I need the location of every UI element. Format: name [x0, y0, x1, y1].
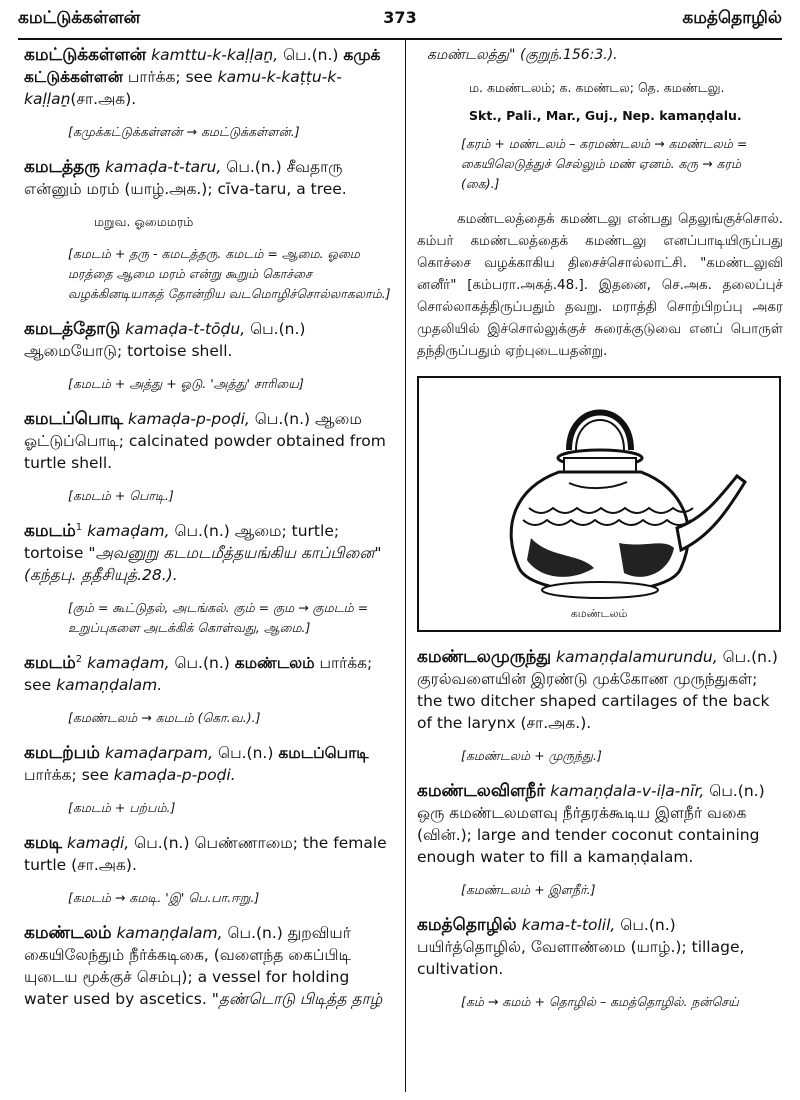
entry	[24, 156, 396, 200]
transliteration: kamaḍi,	[67, 834, 130, 852]
header-left-guide-word: கமட்டுக்கள்ளன்	[18, 8, 141, 28]
entry	[24, 520, 396, 586]
definition: குரல்வளையின் இரண்டு முக்கோண முருந்துகள்; the two ditcher shaped cartilages of the back of the larynx (சா.அக.).	[417, 670, 770, 732]
column-divider	[405, 40, 406, 1092]
transliteration: kamaḍarpam,	[104, 744, 214, 762]
transliteration: kamaṇḍala-v-iḷa-nīr,	[550, 782, 705, 800]
left-column	[24, 44, 396, 1094]
source: (சா.அக).	[70, 90, 137, 108]
grammar: பெ.(n.)	[250, 320, 306, 338]
grammar: பெ.(n.)	[174, 522, 230, 540]
etymology: [கமடம் + தரு - கமடத்தரு. கமடம் = ஆமை. ஓமை மரத்தை ஆமை மரம் என்று கூறும் கொச்சை வழக்கினடியாகத் தோன்றிய வடமொழிச்சொல்லாகலாம்.]	[68, 246, 391, 301]
headword: கமடம்	[24, 521, 76, 541]
grammar: பெ.(n.)	[226, 158, 282, 176]
quotation: "தண்டொடு பிடித்த தாழ்	[211, 990, 383, 1008]
entry	[24, 318, 396, 362]
definition: ஆமை ஓட்டுப்பொடி; calcinated powder obtained from turtle shell.	[24, 410, 386, 472]
entry	[417, 646, 783, 734]
etymology: [கமடம் → கமடி. 'இ' பெ.பா.ஈறு.]	[68, 890, 260, 905]
cross-ref-transliteration: kamaṇḍalam.	[56, 676, 163, 694]
quotation-continued	[417, 44, 783, 66]
synonym: மறுவ. ஓமைமரம்	[94, 214, 194, 229]
definition: ஆமை; turtle; tortoise	[24, 522, 340, 562]
transliteration: kamaḍa-t-taru,	[104, 158, 222, 176]
cognates-dravidian: ம. கமண்டலம்; க. கமண்டல; தெ. கமண்டலு.	[469, 80, 725, 95]
definition: ஒரு கமண்டலமளவு நீர்தரக்கூடிய இளநீர் வகை (வின்.); large and tender coconut containing enough water to fill a kamaṇḍalam.	[417, 804, 760, 866]
headword: கமண்டலவிளநீர்	[417, 781, 546, 801]
etymology: [கமண்டலம் → கமடம் (கொ.வ.).]	[68, 710, 261, 725]
grammar: பெ.(n.)	[254, 410, 311, 428]
headword: கமடற்பம்	[24, 743, 100, 763]
figure-caption: கமண்டலம்	[570, 607, 628, 620]
definition: பார்க்க; see	[24, 766, 109, 784]
quotation: கமண்டலத்து" (குறுந்.156:3.).	[427, 47, 618, 63]
header-right-guide-word: கமத்தொழில்	[682, 8, 782, 28]
header-rule	[18, 38, 782, 40]
etymology: [கமண்டலம் + முருந்து.]	[461, 748, 602, 763]
entry	[24, 922, 396, 1010]
grammar: பெ.(n.)	[227, 924, 283, 942]
cognates-indo-aryan: Skt., Pali., Mar., Guj., Nep. kamaṇḍalu.	[469, 108, 742, 123]
cross-ref: கமடப்பொடி	[278, 744, 369, 762]
headword: கமடப்பொடி	[24, 409, 124, 429]
headword: கமடி	[24, 833, 63, 853]
cross-ref-transliteration: kamu-k-kaṭṭu-k-kaḷḷaṉ	[24, 68, 342, 108]
headword: கமடத்தோடு	[24, 319, 121, 339]
homonym-number: 1	[75, 521, 83, 533]
kamandalam-drawing	[419, 378, 779, 630]
transliteration: kamaṇḍalamurundu,	[556, 648, 718, 666]
right-column	[417, 44, 783, 1094]
entry	[24, 742, 396, 786]
grammar: பெ.(n.)	[722, 648, 778, 666]
headword: கமண்டலம்	[24, 923, 112, 943]
transliteration: kamaṇḍalam,	[116, 924, 223, 942]
grammar: பெ.(n.)	[620, 916, 676, 934]
definition: துறவியர் கையிலேந்தும் நீர்க்கடிகை, (வளைந்த கைப்பிடி யுடைய மூக்குச் செம்பு); a vessel for holding water used by ascetics.	[24, 924, 351, 1008]
homonym-number: 2	[75, 653, 83, 665]
transliteration: kamaḍa-p-poḍi,	[127, 410, 250, 428]
grammar: பெ.(n.)	[283, 46, 339, 64]
headword: கமடத்தரு	[24, 157, 100, 177]
definition: பார்க்க; see	[24, 654, 373, 694]
cross-ref-transliteration: kamaḍa-p-poḍi.	[113, 766, 236, 784]
headword: கமத்தொழில்	[417, 915, 517, 935]
cross-ref: கமண்டலம்	[234, 654, 315, 672]
transliteration: kamaḍam,	[87, 654, 170, 672]
etymology: [கும் = கூட்டுதல், அடங்கல். கும் = கும → குமடம் = உறுப்புகளை அடக்கிக் கொள்வது, ஆமை.]	[68, 600, 369, 635]
entry	[417, 914, 783, 980]
etymology: [கமண்டலம் + இளநீர்.]	[461, 882, 596, 897]
grammar: பெ.(n.)	[218, 744, 274, 762]
etymology: [கம் → கமம் + தொழில் – கமத்தொழில். நன்செய்	[461, 994, 739, 1009]
definition: பயிர்த்தொழில், வேளாண்மை (யாழ்.); tillage, cultivation.	[417, 938, 745, 978]
headword: கமண்டலமுருந்து	[417, 647, 552, 667]
etymology: [கரம் + மண்டலம் – கரமண்டலம் → கமண்டலம் = கையிலெடுத்துச் செல்லும் மண் ஏனம். கரு → கரம் (கை).]	[461, 136, 748, 191]
transliteration: kamaḍa-t-tōḍu,	[125, 320, 246, 338]
etymology: [கமுக்கட்டுக்கள்ளன் → கமட்டுக்கள்ளன்.]	[68, 124, 300, 139]
entry	[417, 780, 783, 868]
etymology: [கமடம் + பொடி.]	[68, 488, 174, 503]
transliteration: kamttu-k-kaḷḷaṉ,	[151, 46, 279, 64]
transliteration: kamaḍam,	[87, 522, 170, 540]
quotation: "அவனுறு கடமடமீத்தயங்கிய காப்பினை" (கந்தபு. ததீசியுத்.28.).	[24, 544, 382, 584]
entry	[24, 408, 396, 474]
headword: கமட்டுக்கள்ளன்	[24, 45, 147, 65]
grammar: பெ.(n.)	[709, 782, 765, 800]
cross-ref: கமுக் கட்டுக்கள்ளன்	[24, 46, 381, 86]
definition: பெண்ணாமை; the female turtle (சா.அக).	[24, 834, 387, 874]
kamandalam-illustration	[417, 376, 781, 632]
usage-note: கமண்டலத்தைக் கமண்டலு என்பது தெலுங்குச்சொல். கம்பர் கமண்டலத்தைக் கமண்டலு எனப்பாடியிருப்பது கொச்சை வழக்காகிய திசைச்சொல்லாட்சி. "கமண்டலுவி னனீர்" [கம்பரா.அகத்.48.]. இதனை, செ.அக. தலைப்புச் சொல்லாகத்திருப்பதும் தவறு. மராத்தி சொற்பிறப்பு அகர முதலியில் இச்சொல்லுக்குச் சுரைக்குடுவை எனப் பொருள் தந்திருப்பதும் ஏற்புடையதன்று.	[417, 211, 783, 359]
etymology: [கமடம் + பற்பம்.]	[68, 800, 176, 815]
page-number: 373	[383, 8, 417, 27]
definition: ஆமையோடு; tortoise shell.	[24, 342, 233, 360]
definition: பார்க்க; see	[127, 68, 213, 86]
etymology: [கமடம் + அத்து + ஓடு. 'அத்து' சாரியை]	[68, 376, 304, 391]
transliteration: kama-t-tolil,	[521, 916, 616, 934]
grammar: பெ.(n.)	[174, 654, 230, 672]
grammar: பெ.(n.)	[134, 834, 190, 852]
entry	[24, 652, 396, 696]
entry	[24, 44, 396, 110]
entry	[24, 832, 396, 876]
headword: கமடம்	[24, 653, 76, 673]
page-header	[18, 4, 782, 34]
definition: சீவதாரு என்னும் மரம் (யாழ்.அக.); cīva-taru, a tree.	[24, 158, 347, 198]
